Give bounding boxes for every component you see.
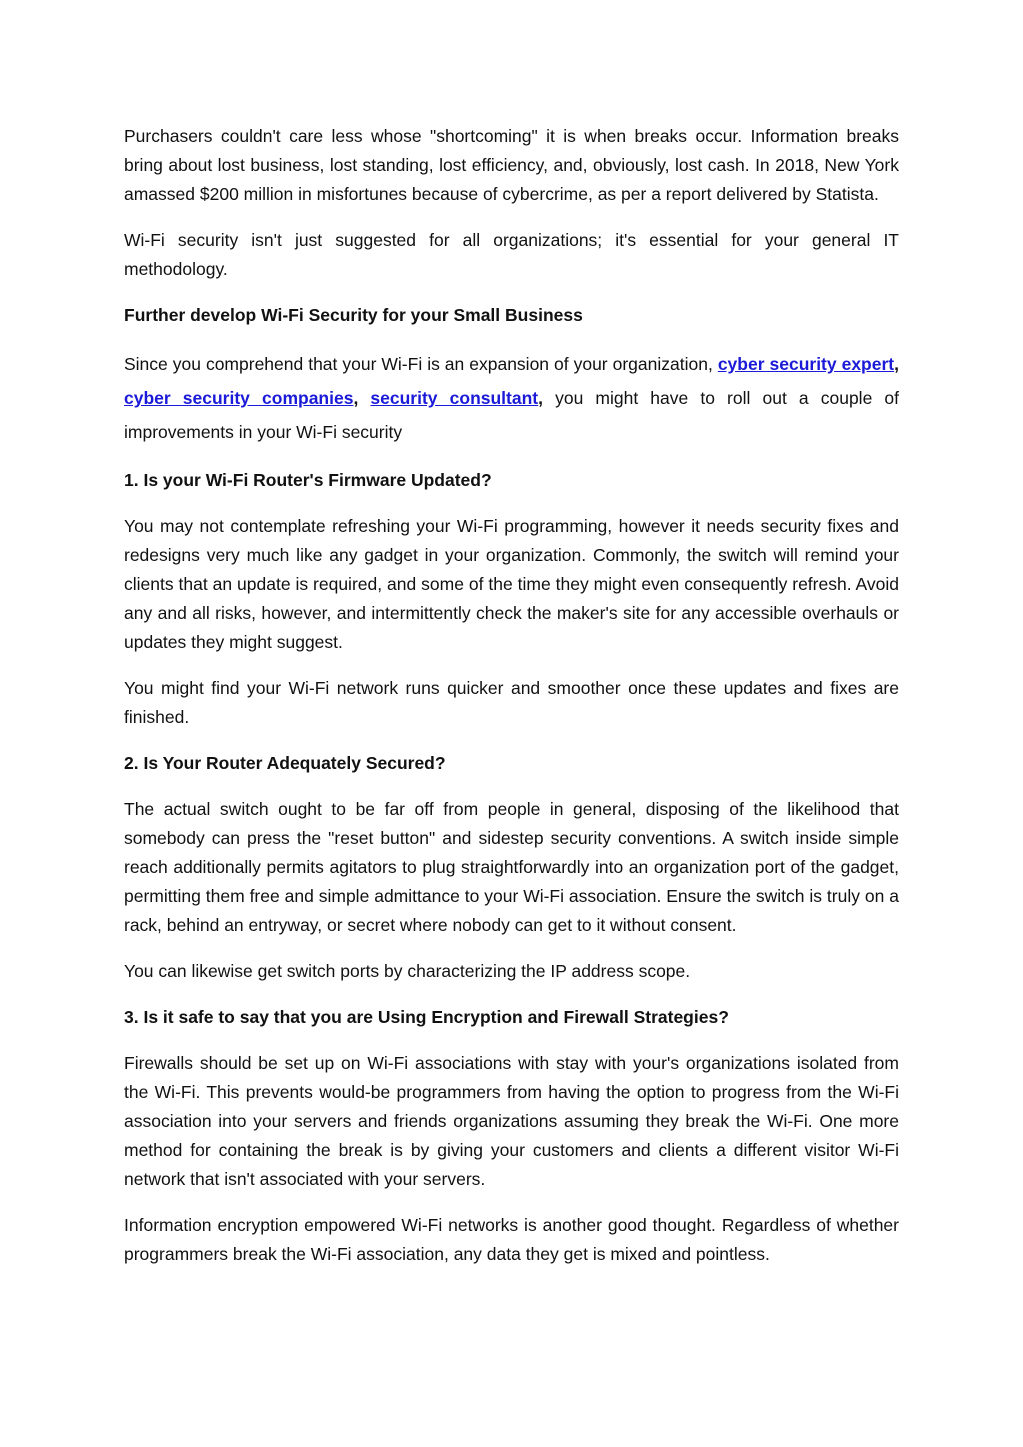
paragraph-wifi-essential: Wi-Fi security isn't just suggested for all organizations; it's essential for your general IT methodology. (124, 230, 899, 279)
paragraph-ip-scope: You can likewise get switch ports by characterizing the IP address scope. (124, 961, 691, 981)
paragraph-outro-text: you might have to roll out a couple of improvements in your Wi-Fi security (124, 388, 900, 442)
paragraph-router-location: The actual switch ought to be far off from people in general, disposing of the likelihood that somebody can press the "reset button" and sidestep security conventions. A switch inside simple reach additionally permits agitators to plug straightforwardly into an organization port of the gadget, permitting them free and simple admittance to your Wi-Fi association. Ensure the switch is truly on a rack, behind an entryway, or secret where nobody can get to it without consent. (124, 799, 899, 935)
paragraph-updates-fixes: You might find your Wi-Fi network runs quicker and smoother once these updates and fixes are finished. (124, 678, 899, 727)
heading-router-secured: 2. Is Your Router Adequately Secured? (124, 753, 446, 773)
paragraph-encryption: Information encryption empowered Wi-Fi networks is another good thought. Regardless of whether programmers break the Wi-Fi association, any data they get is mixed and pointless. (124, 1215, 899, 1264)
link-separator: , (538, 388, 543, 408)
link-security-consultant[interactable]: security consultant (370, 388, 539, 408)
paragraph-with-links (124, 347, 899, 449)
link-separator: , (353, 388, 371, 408)
heading-encryption-firewall: 3. Is it safe to say that you are Using Encryption and Firewall Strategies? (124, 1007, 729, 1027)
link-separator: , (894, 354, 899, 374)
paragraph-intro-text: Since you comprehend that your Wi-Fi is an expansion of your organization, (124, 354, 718, 374)
heading-develop-wifi-security: Further develop Wi-Fi Security for your Small Business (124, 305, 583, 325)
document-page (124, 122, 899, 1286)
link-cyber-security-companies[interactable]: cyber security companies (124, 388, 354, 408)
paragraph-data-breaches: Purchasers couldn't care less whose "shortcoming" it is when breaks occur. Information breaks bring about lost business, lost standing, lost efficiency, and, obviously, lost cash. In 2018, New York amassed $200 million in misfortunes because of cybercrime, as per a report delivered by Statista. (124, 126, 899, 204)
heading-firmware-updated: 1. Is your Wi-Fi Router's Firmware Updated? (124, 470, 492, 490)
paragraph-firewalls: Firewalls should be set up on Wi-Fi associations with stay with your's organizations isolated from the Wi-Fi. This prevents would-be programmers from having the option to progress from the Wi-Fi association into your servers and friends organizations assuming they break the Wi-Fi. One more method for containing the break is by giving your customers and clients a different visitor Wi-Fi network that isn't associated with your servers. (124, 1053, 899, 1189)
paragraph-firmware: You may not contemplate refreshing your Wi-Fi programming, however it needs security fixes and redesigns very much like any gadget in your organization. Commonly, the switch will remind your clients that an update is required, and some of the time they might even consequently refresh. Avoid any and all risks, however, and intermittently check the maker's site for any accessible overhauls or updates they might suggest. (124, 516, 899, 652)
link-cyber-security-expert[interactable]: cyber security expert (717, 354, 895, 374)
